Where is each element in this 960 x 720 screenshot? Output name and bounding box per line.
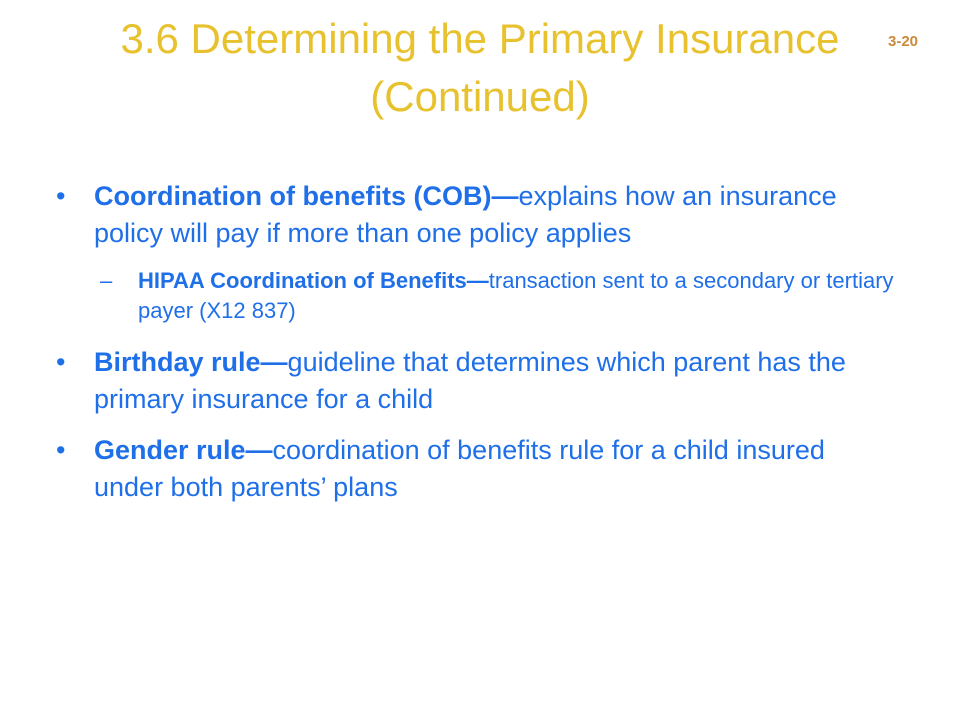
bullet-birthday-rule <box>56 344 896 418</box>
subbullet-text: transaction sent to a secondary or tertiary payer (X12 837) <box>138 268 894 323</box>
bullet-term: Birthday rule— <box>94 347 288 377</box>
slide-number: 3-20 <box>888 33 919 50</box>
bullet-text: explains how an insurance policy will pay if more than one policy applies <box>94 181 837 248</box>
bullet-text: guideline that determines which parent has the primary insurance for a child <box>94 347 846 414</box>
bullet-text: coordination of benefits rule for a child insured under both parents’ plans <box>94 435 825 502</box>
subbullet-hipaa-cob <box>56 266 896 326</box>
slide-content <box>56 178 896 520</box>
bullet-marker: • <box>56 347 66 377</box>
bullet-gender-rule <box>56 432 896 506</box>
bullet-marker: • <box>56 435 66 465</box>
bullet-term: Gender rule— <box>94 435 273 465</box>
bullet-coordination-of-benefits <box>56 178 896 252</box>
dash-marker: – <box>100 268 113 293</box>
bullet-marker: • <box>56 181 66 211</box>
slide-title: 3.6 Determining the Primary Insurance (Continued) <box>120 15 840 120</box>
bullet-term: Coordination of benefits (COB)— <box>94 181 519 211</box>
subbullet-term: HIPAA Coordination of Benefits— <box>138 268 489 293</box>
